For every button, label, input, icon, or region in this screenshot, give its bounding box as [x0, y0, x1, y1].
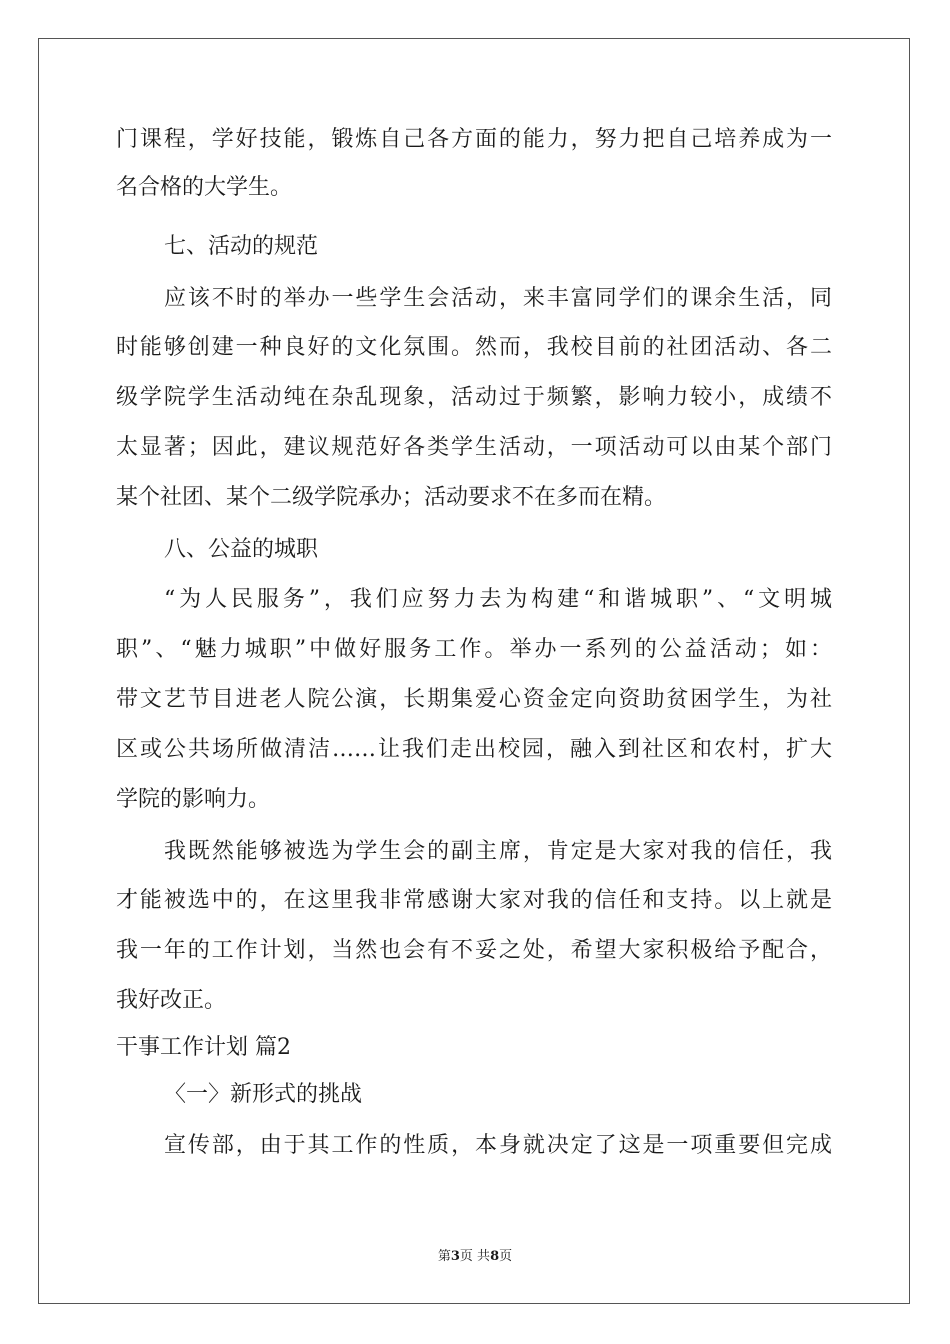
section-heading: 八、公益的城职 — [164, 537, 319, 562]
section-heading: 七、活动的规范 — [164, 234, 319, 259]
section-title: 干事工作计划 篇2 — [116, 1035, 291, 1060]
paragraph-line: 我既然能够被选为学生会的副主席，肯定是大家对我的信任，我 — [164, 839, 832, 864]
paragraph-line: 级学院学生活动纯在杂乱现象，活动过于频繁，影响力较小，成绩不 — [116, 385, 832, 410]
paragraph-line: 才能被选中的，在这里我非常感谢大家对我的信任和支持。以上就是 — [116, 888, 832, 913]
paragraph-line: 带文艺节目进老人院公演，长期集爱心资金定向资助贫困学生，为社 — [116, 687, 832, 712]
paragraph-line: 我好改正。 — [116, 988, 227, 1013]
total-page-number: 8 — [490, 1249, 500, 1264]
paragraph-line: 门课程，学好技能，锻炼自己各方面的能力，努力把自己培养成为一 — [116, 127, 832, 152]
page-prefix: 第 — [437, 1249, 451, 1264]
section-heading: 〈一〉新形式的挑战 — [164, 1082, 363, 1107]
paragraph-line: 学院的影响力。 — [116, 787, 271, 812]
paragraph-line: 太显著；因此，建议规范好各类学生活动，一项活动可以由某个部门 — [116, 435, 832, 460]
paragraph-line: 区或公共场所做清洁……让我们走出校园，融入到社区和农村，扩大 — [116, 737, 832, 762]
page-suffix: 页 — [499, 1249, 513, 1264]
page-border — [38, 38, 910, 1304]
paragraph-line: 应该不时的举办一些学生会活动，来丰富同学们的课余生活，同 — [164, 286, 832, 311]
page-mid: 页 共 — [459, 1249, 491, 1264]
paragraph-line: 宣传部，由于其工作的性质，本身就决定了这是一项重要但完成 — [164, 1133, 832, 1158]
paragraph-line: “为人民服务”，我们应努力去为构建“和谐城职”、“文明城 — [164, 587, 832, 612]
paragraph-line: 时能够创建一种良好的文化氛围。然而，我校目前的社团活动、各二 — [116, 335, 832, 360]
current-page-number: 3 — [450, 1249, 460, 1264]
paragraph-line: 职”、“魅力城职”中做好服务工作。举办一系列的公益活动；如： — [116, 637, 832, 662]
paragraph-line: 名合格的大学生。 — [116, 175, 293, 200]
page-footer — [0, 1248, 950, 1266]
paragraph-line: 我一年的工作计划，当然也会有不妥之处，希望大家积极给予配合， — [116, 938, 832, 963]
paragraph-line: 某个社团、某个二级学院承办；活动要求不在多而在精。 — [116, 485, 667, 510]
